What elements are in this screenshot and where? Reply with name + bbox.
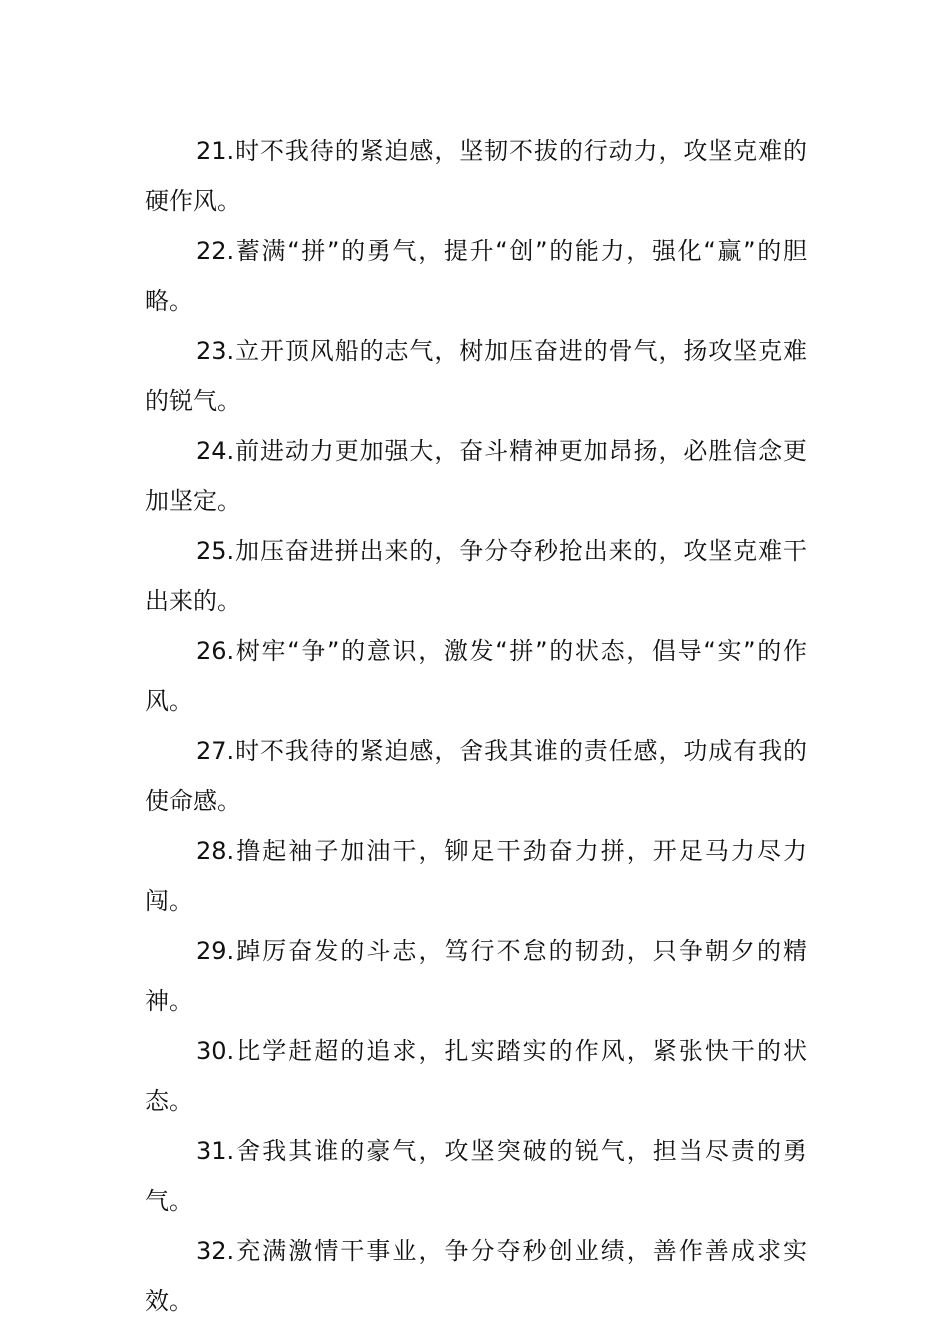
paragraph-31: 31.舍我其谁的豪气，攻坚突破的锐气，担当尽责的勇气。	[145, 1137, 807, 1215]
paragraph-24: 24.前进动力更加强大，奋斗精神更加昂扬，必胜信念更加坚定。	[145, 437, 807, 515]
paragraph-27: 27.时不我待的紧迫感，舍我其谁的责任感，功成有我的使命感。	[145, 737, 807, 815]
paragraph-28: 28.撸起袖子加油干，铆足干劲奋力拼，开足马力尽力闯。	[145, 837, 807, 915]
paragraph-30: 30.比学赶超的追求，扎实踏实的作风，紧张快干的状态。	[145, 1037, 807, 1115]
paragraph-26: 26.树牢“争”的意识，激发“拼”的状态，倡导“实”的作风。	[145, 637, 807, 715]
paragraph-21: 21.时不我待的紧迫感，坚韧不拔的行动力，攻坚克难的硬作风。	[145, 137, 807, 215]
document-body	[145, 126, 807, 1326]
paragraph-22: 22.蓄满“拼”的勇气，提升“创”的能力，强化“赢”的胆略。	[145, 237, 807, 315]
paragraph-25: 25.加压奋进拼出来的，争分夺秒抢出来的，攻坚克难干出来的。	[145, 537, 807, 615]
paragraph-23: 23.立开顶风船的志气，树加压奋进的骨气，扬攻坚克难的锐气。	[145, 337, 807, 415]
paragraph-32: 32.充满激情干事业，争分夺秒创业绩，善作善成求实效。	[145, 1237, 807, 1315]
paragraph-29: 29.踔厉奋发的斗志，笃行不怠的韧劲，只争朝夕的精神。	[145, 937, 807, 1015]
